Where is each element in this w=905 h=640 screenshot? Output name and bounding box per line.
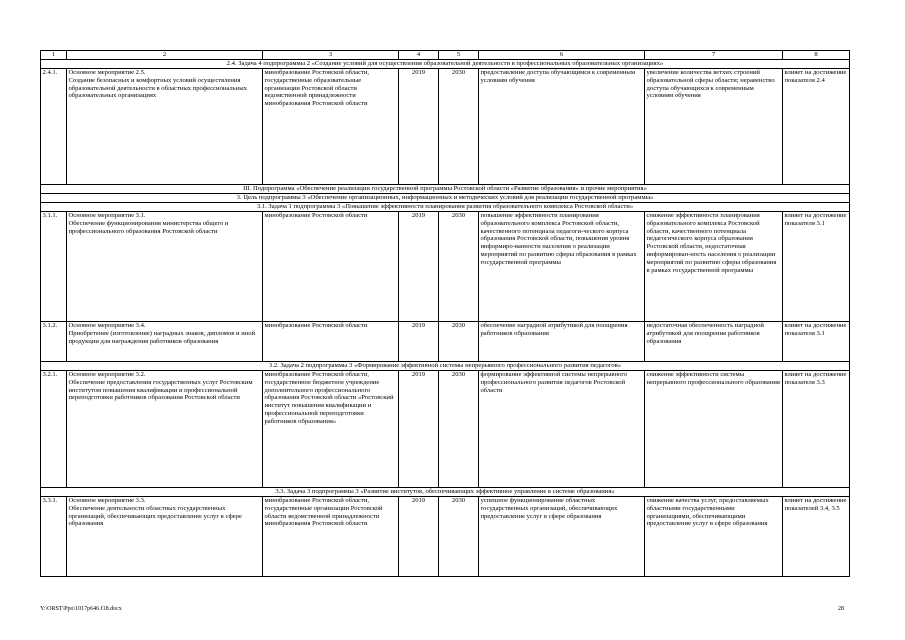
executor: минобразование Ростовской области, государственное бюджетное учреждение дополнительного профессионального образования Ростовской области «Ростовский институт повышения квалификации и профессиональной переподготовки работников образования» — [263, 371, 399, 488]
row-number: 2.4.1. — [41, 69, 67, 185]
header-row — [41, 51, 850, 60]
row-number: 3.3.1. — [41, 497, 67, 577]
program-measures-table — [40, 50, 850, 577]
table-row — [41, 322, 850, 362]
expected-result: повышение эффективности планирования образовательного комплекса Ростовской области, качественного потенциала педагоги-ческого корпуса образования Ростовской области, повышения уровня информиро-ванности населения о реализации мероприятий по развитию сферы образования в рамках государственной программы — [479, 212, 645, 322]
document-sheet — [40, 50, 849, 577]
row-number: 3.2.1. — [41, 371, 67, 488]
end-year: 2030 — [439, 69, 479, 185]
indicator-link: влияет на достижение показателя 3.1 — [783, 212, 850, 322]
executor: минобразование Ростовской области, государственные образовательные организации Ростовской области ведомственной принадлежности минобразования Ростовской области — [263, 69, 399, 185]
expected-result: формирование эффективной системы непрерывного профессионального развития педагогов Ростовской области — [479, 371, 645, 488]
row-number: 3.1.2. — [41, 322, 67, 362]
header-cell: 1 — [41, 51, 67, 60]
section-row — [41, 185, 850, 194]
section-row — [41, 362, 850, 371]
section-row — [41, 203, 850, 212]
end-year: 2030 — [439, 212, 479, 322]
section-heading: 3.3. Задача 3 подпрограммы 3 «Развитие институтов, обеспечивающих эффективное управление в системе образования» — [41, 488, 850, 497]
measure-name: Основное мероприятие 3.4. Приобретение (изготовление) наградных знаков, дипломов и иной продукции для награждения работников образования — [67, 322, 263, 362]
section-heading: 3.1. Задача 1 подпрограммы 3 «Повышение эффективности планирования развития образовательного комплекса Ростовской области» — [41, 203, 850, 212]
non-implementation-consequences: снижение эффективности планирования образовательного комплекса Ростовской области, качественного потенциала педагогического корпуса образования Ростовской области, недостаточная информирован-ность населения о реализации мероприятий по развитию сферы образования в рамках государственной программы — [645, 212, 783, 322]
table-row — [41, 212, 850, 322]
header-cell: 2 — [67, 51, 263, 60]
table-row — [41, 497, 850, 577]
page-number: 28 — [838, 606, 844, 612]
header-cell: 4 — [399, 51, 439, 60]
section-heading: 2.4. Задача 4 подпрограммы 2 «Создание условий для осуществления образовательной деятельности в профессиональных образовательных организациях» — [41, 60, 850, 69]
section-row — [41, 488, 850, 497]
start-year: 2019 — [399, 322, 439, 362]
header-cell: 7 — [645, 51, 783, 60]
start-year: 2019 — [399, 497, 439, 577]
expected-result: предоставление доступа обучающимся к современным условиям обучения — [479, 69, 645, 185]
measure-name: Основное мероприятие 3.3. Обеспечение деятельности областных государственных организаций, обеспечивающих предоставление услуг в сфере образования — [67, 497, 263, 577]
section-heading: 3. Цель подпрограммы 3 «Обеспечение организационных, информационных и методических условий для реализации государственной программы» — [41, 194, 850, 203]
section-heading: III. Подпрограмма «Обеспечение реализации государственной программы Ростовской области «Развитие образования» и прочие мероприятия» — [41, 185, 850, 194]
measure-name: Основное мероприятие 2.5. Создание безопасных и комфортных условий осуществления образовательной деятельности в областных профессиональных образовательных организациях — [67, 69, 263, 185]
executor: минобразование Ростовской области — [263, 212, 399, 322]
expected-result: обеспечение наградной атрибутикой для поощрения работников образования — [479, 322, 645, 362]
expected-result: успешное функционирование областных государственных организаций, обеспечивающих предоставление услуг в сфере образования — [479, 497, 645, 577]
non-implementation-consequences: снижение эффективности системы непрерывного профессионального образования — [645, 371, 783, 488]
section-row — [41, 194, 850, 203]
indicator-link: влияет на достижение показателя 3.3 — [783, 371, 850, 488]
non-implementation-consequences: снижение качества услуг, предоставляемых областными государственными организациями, обеспечивающими предоставление услуг в сфере образования — [645, 497, 783, 577]
non-implementation-consequences: недостаточная обеспеченность наградной атрибутикой для поощрения работников образования — [645, 322, 783, 362]
header-cell: 5 — [439, 51, 479, 60]
indicator-link: влияет на достижение показателя 3.1 — [783, 322, 850, 362]
non-implementation-consequences: увеличение количества ветхих строений образовательной сферы области; неравенство доступа обучающихся к современным условиям обучения — [645, 69, 783, 185]
indicator-link: влияет на достижение показателей 3.4, 3.5 — [783, 497, 850, 577]
section-row — [41, 60, 850, 69]
section-heading: 3.2. Задача 2 подпрограммы 3 «Формирование эффективной системы непрерывного профессионального развития педагогов» — [41, 362, 850, 371]
header-cell: 8 — [783, 51, 850, 60]
measure-name: Основное мероприятие 3.2. Обеспечение предоставления государственных услуг Ростовским институтом повышения квалификации и профессиональной переподготовки работников образования Ростовской области — [67, 371, 263, 488]
header-cell: 6 — [479, 51, 645, 60]
table-row — [41, 69, 850, 185]
start-year: 2019 — [399, 371, 439, 488]
end-year: 2030 — [439, 322, 479, 362]
file-path-footer: Y:\ORST\Ppo\1017p646.f18.docx — [40, 606, 122, 612]
header-cell: 3 — [263, 51, 399, 60]
executor: минобразование Ростовской области — [263, 322, 399, 362]
row-number: 3.1.1. — [41, 212, 67, 322]
end-year: 2030 — [439, 371, 479, 488]
executor: минобразование Ростовской области, государственные организации Ростовской области ведомственной принадлежности минобразования Ростовской области — [263, 497, 399, 577]
start-year: 2019 — [399, 69, 439, 185]
measure-name: Основное мероприятие 3.1. Обеспечение функционирования министерства общего и профессионального образования Ростовской области — [67, 212, 263, 322]
end-year: 2030 — [439, 497, 479, 577]
indicator-link: влияет на достижение показателя 2.4 — [783, 69, 850, 185]
table-row — [41, 371, 850, 488]
start-year: 2019 — [399, 212, 439, 322]
